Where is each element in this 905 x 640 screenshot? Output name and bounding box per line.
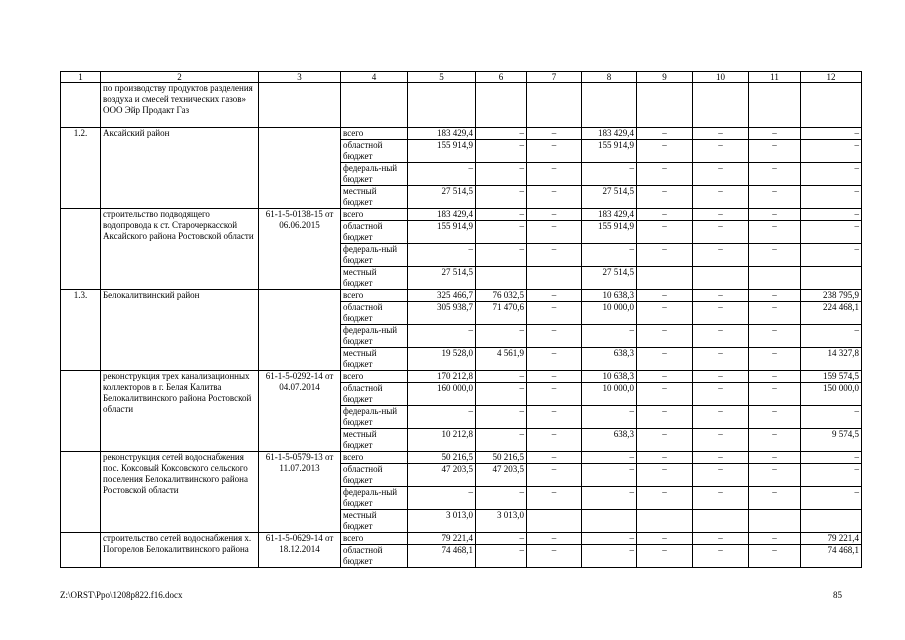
value-cell: – — [476, 221, 527, 244]
value-cell: – — [637, 325, 693, 348]
value-cell: 10 638,3 — [582, 371, 637, 383]
budget-type: областной бюджет — [341, 464, 408, 487]
value-cell: 155 914,9 — [582, 140, 637, 163]
value-cell: 27 514,5 — [408, 186, 476, 209]
empty-cell — [259, 128, 341, 209]
budget-type: местный бюджет — [341, 510, 408, 533]
value-cell: – — [527, 325, 582, 348]
value-cell: – — [801, 128, 862, 140]
value-cell: – — [476, 209, 527, 221]
section-name: Белокалитвинский район — [101, 290, 259, 371]
value-cell: – — [693, 244, 749, 267]
value-cell: 27 514,5 — [582, 186, 637, 209]
value-cell: – — [476, 383, 527, 406]
budget-type: всего — [341, 533, 408, 545]
column-number: 3 — [259, 72, 341, 83]
budget-type: всего — [341, 290, 408, 302]
value-cell: 4 561,9 — [476, 348, 527, 371]
value-cell: – — [801, 140, 862, 163]
value-cell: – — [801, 209, 862, 221]
budget-type: федераль-ный бюджет — [341, 487, 408, 510]
value-cell: – — [476, 186, 527, 209]
value-cell: – — [527, 140, 582, 163]
value-cell: – — [527, 209, 582, 221]
value-cell: – — [637, 371, 693, 383]
value-cell: – — [693, 429, 749, 452]
empty-cell — [259, 290, 341, 371]
value-cell: 3 013,0 — [408, 510, 476, 533]
column-number: 4 — [341, 72, 408, 83]
value-cell: – — [637, 348, 693, 371]
value-cell: – — [637, 209, 693, 221]
table-row — [61, 533, 862, 545]
value-cell: – — [408, 487, 476, 510]
budget-type: местный бюджет — [341, 186, 408, 209]
value-cell: 224 468,1 — [801, 302, 862, 325]
table-row — [61, 83, 862, 128]
value-cell: 9 574,5 — [801, 429, 862, 452]
column-number: 6 — [476, 72, 527, 83]
value-cell: – — [408, 244, 476, 267]
row-number-cell — [61, 83, 101, 128]
column-number: 7 — [527, 72, 582, 83]
budget-type: всего — [341, 371, 408, 383]
value-cell: – — [693, 186, 749, 209]
value-cell: – — [637, 140, 693, 163]
value-cell: 76 032,5 — [476, 290, 527, 302]
value-cell: – — [527, 406, 582, 429]
value-cell — [801, 510, 862, 533]
value-cell: 155 914,9 — [408, 140, 476, 163]
value-cell: 27 514,5 — [408, 267, 476, 290]
value-cell: – — [693, 464, 749, 487]
value-cell: – — [476, 140, 527, 163]
column-number-row — [61, 72, 862, 83]
value-cell: – — [476, 163, 527, 186]
value-cell: – — [527, 186, 582, 209]
value-cell: – — [693, 487, 749, 510]
value-cell: – — [693, 140, 749, 163]
value-cell: – — [527, 163, 582, 186]
value-cell: – — [527, 464, 582, 487]
empty-cell — [61, 533, 101, 568]
value-cell: – — [749, 221, 801, 244]
value-cell: – — [801, 406, 862, 429]
object-name: строительство подводящего водопровода к ст. Старочеркасской Аксайского района Ростовской области — [101, 209, 259, 290]
empty-cell — [693, 83, 749, 128]
value-cell: – — [637, 533, 693, 545]
value-cell: – — [582, 452, 637, 464]
value-cell: – — [527, 487, 582, 510]
value-cell: – — [527, 302, 582, 325]
value-cell: – — [749, 429, 801, 452]
column-number: 1 — [61, 72, 101, 83]
value-cell — [527, 267, 582, 290]
empty-cell — [527, 83, 582, 128]
object-code: 61-1-5-0579-13 от 11.07.2013 — [259, 452, 341, 533]
budget-type: областной бюджет — [341, 545, 408, 568]
value-cell: – — [749, 290, 801, 302]
value-cell: – — [582, 533, 637, 545]
object-name: по производству продуктов разделения воздуха и смесей технических газов» ООО Эйр Продакт Газ — [101, 83, 259, 128]
value-cell: – — [527, 383, 582, 406]
value-cell: 50 216,5 — [476, 452, 527, 464]
value-cell — [749, 510, 801, 533]
value-cell: – — [408, 406, 476, 429]
value-cell: – — [749, 302, 801, 325]
value-cell: 155 914,9 — [582, 221, 637, 244]
value-cell: 183 429,4 — [408, 209, 476, 221]
value-cell: – — [476, 429, 527, 452]
value-cell — [749, 267, 801, 290]
page-number: 85 — [833, 590, 842, 600]
value-cell: – — [637, 487, 693, 510]
value-cell: – — [408, 325, 476, 348]
empty-cell — [61, 452, 101, 533]
object-name: строительство сетей водоснабжения х. Погорелов Белокалитвинского района — [101, 533, 259, 568]
empty-cell — [749, 83, 801, 128]
value-cell: – — [749, 209, 801, 221]
value-cell: 79 221,4 — [801, 533, 862, 545]
value-cell: 27 514,5 — [582, 267, 637, 290]
value-cell: 10 000,0 — [582, 302, 637, 325]
value-cell: – — [582, 406, 637, 429]
value-cell: – — [693, 221, 749, 244]
value-cell: 170 212,8 — [408, 371, 476, 383]
table-row — [61, 290, 862, 302]
value-cell: – — [801, 163, 862, 186]
value-cell: – — [476, 244, 527, 267]
value-cell: – — [749, 244, 801, 267]
empty-cell — [341, 83, 408, 128]
value-cell: – — [801, 244, 862, 267]
value-cell: – — [749, 371, 801, 383]
value-cell: 183 429,4 — [408, 128, 476, 140]
value-cell: – — [476, 406, 527, 429]
value-cell: – — [749, 406, 801, 429]
value-cell: – — [527, 244, 582, 267]
object-code: 61-1-5-0138-15 от 06.06.2015 — [259, 209, 341, 290]
value-cell: – — [693, 163, 749, 186]
value-cell: – — [637, 429, 693, 452]
empty-cell — [61, 209, 101, 290]
value-cell: – — [749, 186, 801, 209]
section-number: 1.2. — [61, 128, 101, 209]
value-cell: 238 795,9 — [801, 290, 862, 302]
value-cell: 10 638,3 — [582, 290, 637, 302]
budget-type: местный бюджет — [341, 429, 408, 452]
value-cell: – — [749, 348, 801, 371]
value-cell: – — [527, 533, 582, 545]
value-cell: – — [693, 371, 749, 383]
value-cell: – — [476, 487, 527, 510]
value-cell: – — [637, 128, 693, 140]
value-cell: 150 000,0 — [801, 383, 862, 406]
value-cell: – — [408, 163, 476, 186]
value-cell: – — [476, 545, 527, 568]
value-cell: 79 221,4 — [408, 533, 476, 545]
value-cell: – — [476, 128, 527, 140]
budget-type: всего — [341, 128, 408, 140]
value-cell: 305 938,7 — [408, 302, 476, 325]
value-cell: 325 466,7 — [408, 290, 476, 302]
value-cell: 183 429,4 — [582, 128, 637, 140]
empty-cell — [582, 83, 637, 128]
value-cell — [582, 510, 637, 533]
value-cell: – — [693, 533, 749, 545]
value-cell: – — [749, 325, 801, 348]
value-cell: – — [527, 221, 582, 244]
value-cell: 3 013,0 — [476, 510, 527, 533]
object-name: реконструкция трех канализационных коллекторов в г. Белая Калитва Белокалитвинского района Ростовской области — [101, 371, 259, 452]
file-path: Z:\ORST\Ppo\1208p822.f16.docx — [60, 590, 183, 600]
value-cell: 47 203,5 — [408, 464, 476, 487]
table-row — [61, 209, 862, 221]
table-row — [61, 128, 862, 140]
section-name: Аксайский район — [101, 128, 259, 209]
budget-type: федераль-ный бюджет — [341, 406, 408, 429]
table-row — [61, 371, 862, 383]
value-cell: – — [749, 128, 801, 140]
value-cell: 47 203,5 — [476, 464, 527, 487]
column-number: 10 — [693, 72, 749, 83]
value-cell: – — [801, 325, 862, 348]
value-cell: – — [801, 221, 862, 244]
value-cell: – — [476, 533, 527, 545]
value-cell: – — [693, 452, 749, 464]
value-cell — [637, 510, 693, 533]
column-number: 12 — [801, 72, 862, 83]
value-cell: – — [693, 290, 749, 302]
table-body — [61, 72, 862, 568]
value-cell: 71 470,6 — [476, 302, 527, 325]
object-name: реконструкция сетей водоснабжения пос. Коксовый Коксовского сельского поселения Белокалитвинского района Ростовской области — [101, 452, 259, 533]
value-cell: – — [582, 464, 637, 487]
value-cell: – — [693, 325, 749, 348]
value-cell: – — [476, 371, 527, 383]
budget-table — [60, 71, 862, 568]
value-cell: – — [801, 452, 862, 464]
value-cell: – — [693, 545, 749, 568]
value-cell: – — [749, 163, 801, 186]
value-cell: – — [637, 290, 693, 302]
column-number: 8 — [582, 72, 637, 83]
object-code: 61-1-5-0292-14 от 04.07.2014 — [259, 371, 341, 452]
value-cell: – — [582, 244, 637, 267]
value-cell — [527, 510, 582, 533]
value-cell: – — [637, 221, 693, 244]
value-cell: – — [637, 302, 693, 325]
budget-type: федераль-ный бюджет — [341, 244, 408, 267]
value-cell: 19 528,0 — [408, 348, 476, 371]
budget-type: всего — [341, 209, 408, 221]
value-cell: – — [637, 186, 693, 209]
value-cell: – — [527, 545, 582, 568]
value-cell: – — [693, 348, 749, 371]
value-cell: – — [801, 487, 862, 510]
value-cell: – — [582, 487, 637, 510]
value-cell: – — [693, 383, 749, 406]
value-cell — [693, 510, 749, 533]
value-cell: – — [582, 545, 637, 568]
value-cell: – — [801, 186, 862, 209]
value-cell: – — [637, 464, 693, 487]
column-number: 5 — [408, 72, 476, 83]
value-cell: – — [527, 128, 582, 140]
value-cell: – — [693, 209, 749, 221]
value-cell: – — [693, 128, 749, 140]
value-cell — [693, 267, 749, 290]
value-cell: – — [749, 383, 801, 406]
value-cell — [637, 267, 693, 290]
column-number: 2 — [101, 72, 259, 83]
value-cell: – — [582, 163, 637, 186]
column-number: 9 — [637, 72, 693, 83]
value-cell: 183 429,4 — [582, 209, 637, 221]
value-cell: – — [527, 429, 582, 452]
value-cell — [476, 267, 527, 290]
budget-type: местный бюджет — [341, 348, 408, 371]
value-cell: 14 327,8 — [801, 348, 862, 371]
value-cell: 74 468,1 — [408, 545, 476, 568]
value-cell: – — [637, 244, 693, 267]
value-cell: 638,3 — [582, 348, 637, 371]
value-cell: 74 468,1 — [801, 545, 862, 568]
budget-type: областной бюджет — [341, 383, 408, 406]
column-number: 11 — [749, 72, 801, 83]
value-cell: – — [749, 545, 801, 568]
budget-type: федераль-ный бюджет — [341, 325, 408, 348]
value-cell: – — [749, 487, 801, 510]
value-cell: – — [637, 406, 693, 429]
empty-cell — [801, 83, 862, 128]
value-cell: – — [749, 464, 801, 487]
value-cell: – — [476, 325, 527, 348]
empty-cell — [637, 83, 693, 128]
value-cell: – — [637, 163, 693, 186]
value-cell: – — [801, 464, 862, 487]
table-row — [61, 452, 862, 464]
value-cell: – — [527, 371, 582, 383]
value-cell: – — [749, 140, 801, 163]
budget-type: областной бюджет — [341, 221, 408, 244]
value-cell: – — [693, 406, 749, 429]
object-code: 61-1-5-0629-14 от 18.12.2014 — [259, 533, 341, 568]
empty-cell — [61, 371, 101, 452]
value-cell: 638,3 — [582, 429, 637, 452]
value-cell: – — [582, 325, 637, 348]
budget-type: областной бюджет — [341, 302, 408, 325]
value-cell: 50 216,5 — [408, 452, 476, 464]
section-number: 1.3. — [61, 290, 101, 371]
value-cell: – — [749, 533, 801, 545]
value-cell: – — [749, 452, 801, 464]
value-cell: – — [637, 383, 693, 406]
budget-type: местный бюджет — [341, 267, 408, 290]
value-cell: 10 212,8 — [408, 429, 476, 452]
value-cell: – — [527, 290, 582, 302]
value-cell: – — [527, 348, 582, 371]
empty-cell — [476, 83, 527, 128]
value-cell — [801, 267, 862, 290]
value-cell: 159 574,5 — [801, 371, 862, 383]
value-cell: – — [527, 452, 582, 464]
empty-cell — [408, 83, 476, 128]
budget-type: областной бюджет — [341, 140, 408, 163]
value-cell: – — [637, 545, 693, 568]
budget-type: федераль-ный бюджет — [341, 163, 408, 186]
value-cell: 155 914,9 — [408, 221, 476, 244]
value-cell: – — [693, 302, 749, 325]
value-cell: – — [637, 452, 693, 464]
value-cell: 10 000,0 — [582, 383, 637, 406]
budget-type: всего — [341, 452, 408, 464]
value-cell: 160 000,0 — [408, 383, 476, 406]
empty-cell — [259, 83, 341, 128]
